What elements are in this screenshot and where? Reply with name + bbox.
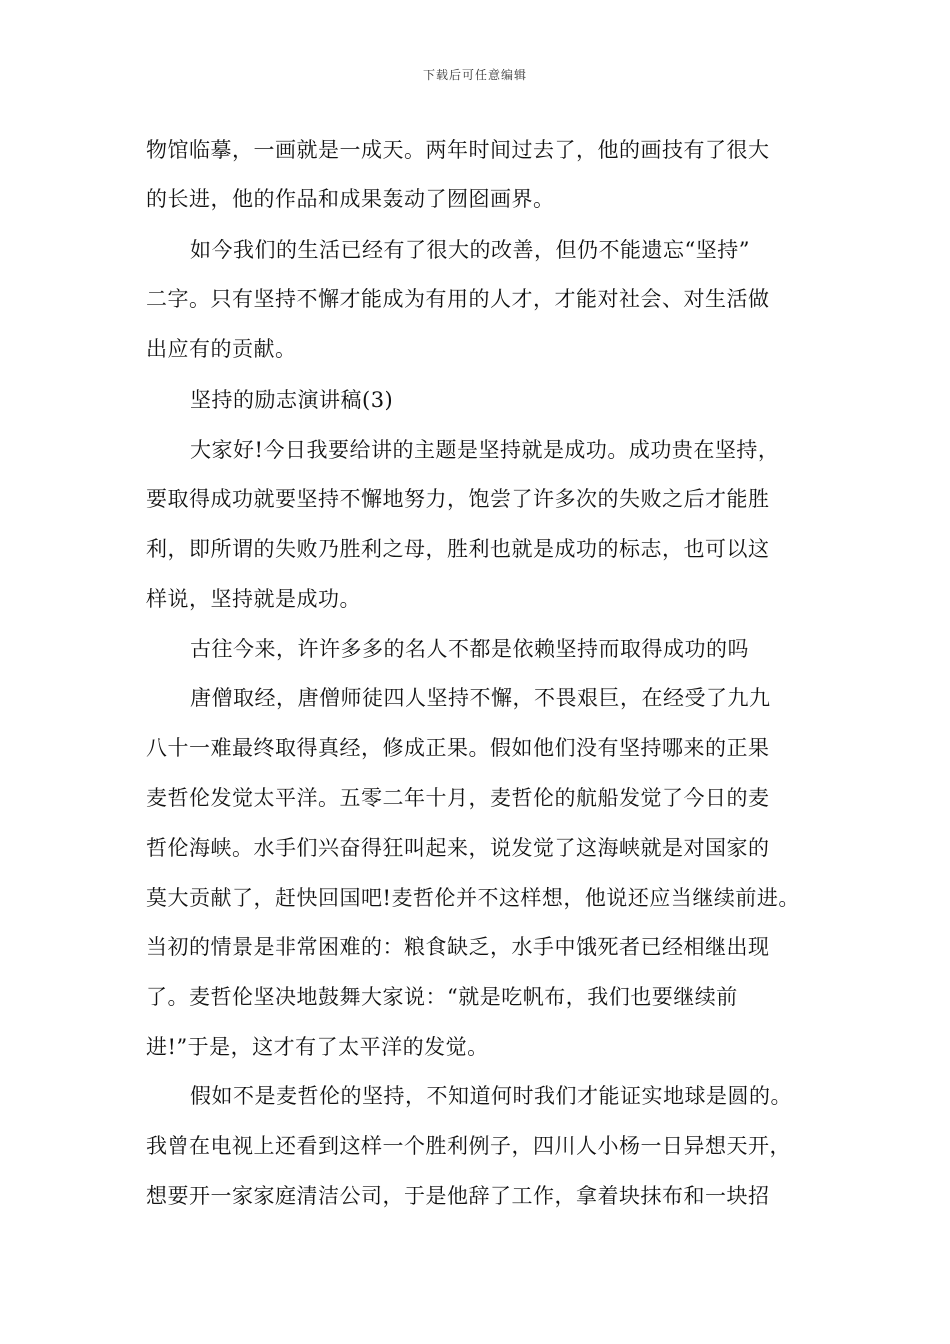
text-line: 的长进，他的作品和成果轰动了囫囵画界。 [146,187,555,211]
text-line: 假如不是麦哲伦的坚持，不知道何时我们才能证实地球是圆的。 [190,1084,792,1108]
text-line: 古往今来，许许多多的名人不都是依赖坚持而取得成功的吗 [190,637,749,661]
text-line: 样说，坚持就是成功。 [146,587,361,611]
text-line: 当初的情景是非常困难的：粮食缺乏，水手中饿死者已经相继出现 [146,935,770,959]
text-line: 物馆临摹，一画就是一成天。两年时间过去了，他的画技有了很大 [146,138,770,162]
text-line: 进!”于是，这才有了太平洋的发觉。 [146,1035,489,1059]
text-line: 麦哲伦发觉太平洋。五零二年十月，麦哲伦的航船发觉了今日的麦 [146,786,770,810]
text-line: 想要开一家家庭清洁公司，于是他辞了工作，拿着块抹布和一块招 [146,1184,770,1208]
page-header: 下载后可任意编辑 [422,68,527,82]
text-line: 我曾在电视上还看到这样一个胜利例子，四川人小杨一日异想天开， [146,1134,791,1158]
text-line: 了。麦哲伦坚决地鼓舞大家说：“就是吃帆布，我们也要继续前 [146,985,738,1009]
section-heading: 坚持的励志演讲稿(3) [190,388,394,412]
text-line: 利，即所谓的失败乃胜利之母，胜利也就是成功的标志，也可以这 [146,537,770,561]
text-line: 二字。只有坚持不懈才能成为有用的人才，才能对社会、对生活做 [146,287,770,311]
text-line: 八十一难最终取得真经，修成正果。假如他们没有坚持哪来的正果 [146,736,770,760]
text-line: 唐僧取经，唐僧师徒四人坚持不懈，不畏艰巨，在经受了九九 [190,686,771,710]
text-line: 莫大贡献了，赶快回国吧!麦哲伦并不这样想，他说还应当继续前进。 [146,886,800,910]
text-line: 出应有的贡献。 [146,337,297,361]
text-line: 哲伦海峡。水手们兴奋得狂叫起来，说发觉了这海峡就是对国家的 [146,836,770,860]
text-line: 如今我们的生活已经有了很大的改善，但仍不能遗忘“坚持” [190,238,750,262]
text-line: 要取得成功就要坚持不懈地努力，饱尝了许多次的失败之后才能胜 [146,487,770,511]
text-line: 大家好!今日我要给讲的主题是坚持就是成功。成功贵在坚持， [190,438,780,462]
